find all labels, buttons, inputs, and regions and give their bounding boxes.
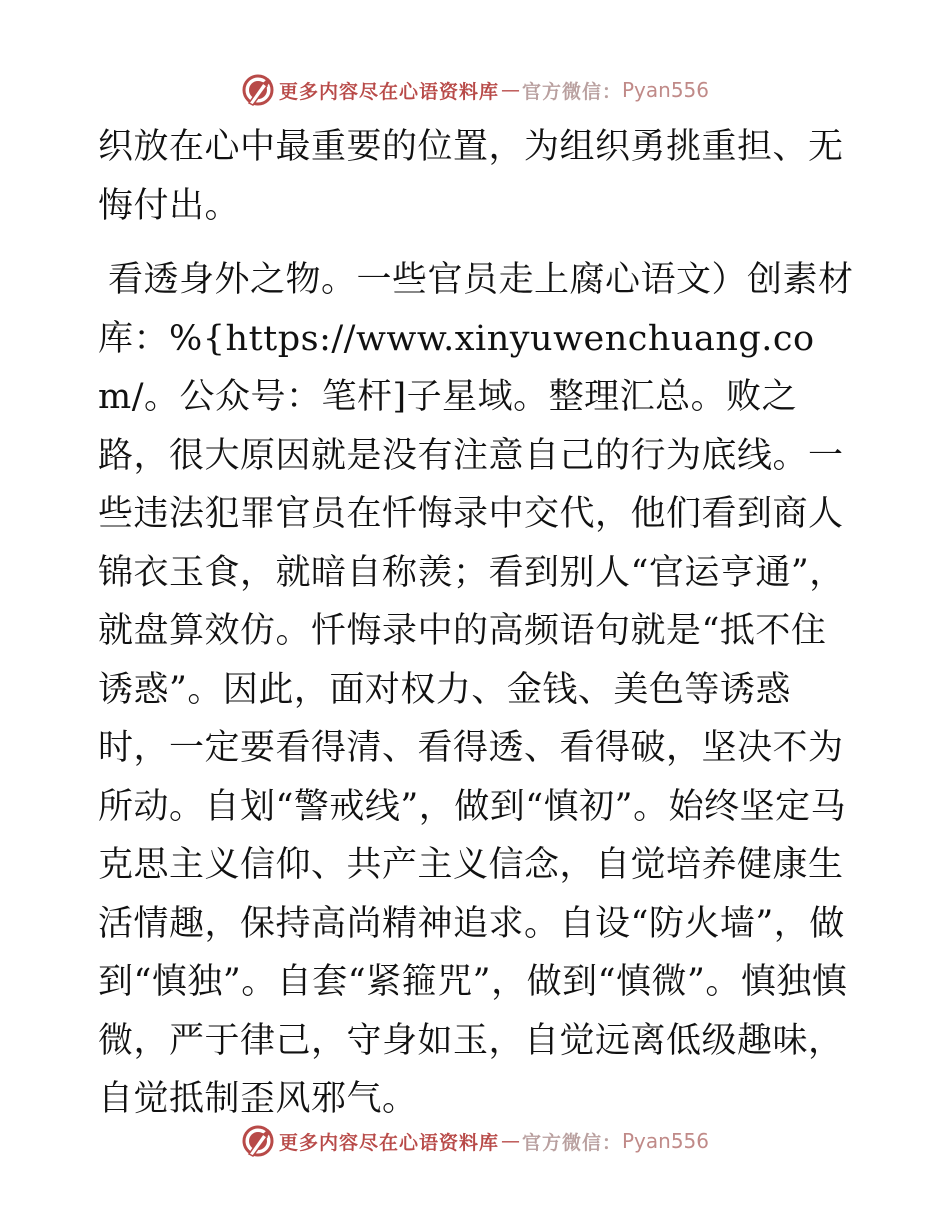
pen-seal-logo-icon [241, 73, 275, 107]
footer-separator: — [500, 1130, 520, 1152]
paragraph-1: 织放在心中最重要的位置，为组织勇挑重担、无悔付出。 [98, 127, 844, 226]
footer-site-text: 更多内容尽在心语资料库 [278, 1131, 499, 1154]
pen-seal-logo-icon [241, 1124, 275, 1158]
paragraph-2: 看透身外之物。一些官员走上腐心语文）创素材库：%{https://www.xinyuwenchuang.com/。公众号：笔杆]子星域。整理汇总。败之路，很大原因就是没有注意自己的行为底线。一些违法犯罪官员在忏悔录中交代，他们看到商人锦衣玉食，就暗自称羡；看到别人“官运亨通”，就盘算效仿。忏悔录中的高频语句就是“抵不住诱惑”。因此，面对权力、金钱、美色等诱惑时，一定要看得清、看得透、看得破，坚决不为所动。自划“警戒线”，做到“慎初”。始终坚定马克思主义信仰、共产主义信念，自觉培养健康生活情趣，保持高尚精神追求。自设“防火墙”，做到“慎独”。自套“紧箍咒”，做到“慎微”。慎独慎微，严于律己，守身如玉，自觉远离低级趣味，自觉抵制歪风邪气。 [98, 260, 854, 1119]
header-wechat-label: 官方微信： [521, 80, 622, 103]
header-separator: — [500, 79, 520, 101]
footer-wechat-id: Pyan556 [622, 1129, 710, 1153]
footer-wechat-label: 官方微信： [521, 1131, 622, 1154]
footer-banner [0, 1121, 950, 1161]
header-banner [0, 70, 950, 110]
header-wechat-id: Pyan556 [622, 78, 710, 102]
header-site-text: 更多内容尽在心语资料库 [278, 80, 499, 103]
document-body [98, 118, 854, 1129]
